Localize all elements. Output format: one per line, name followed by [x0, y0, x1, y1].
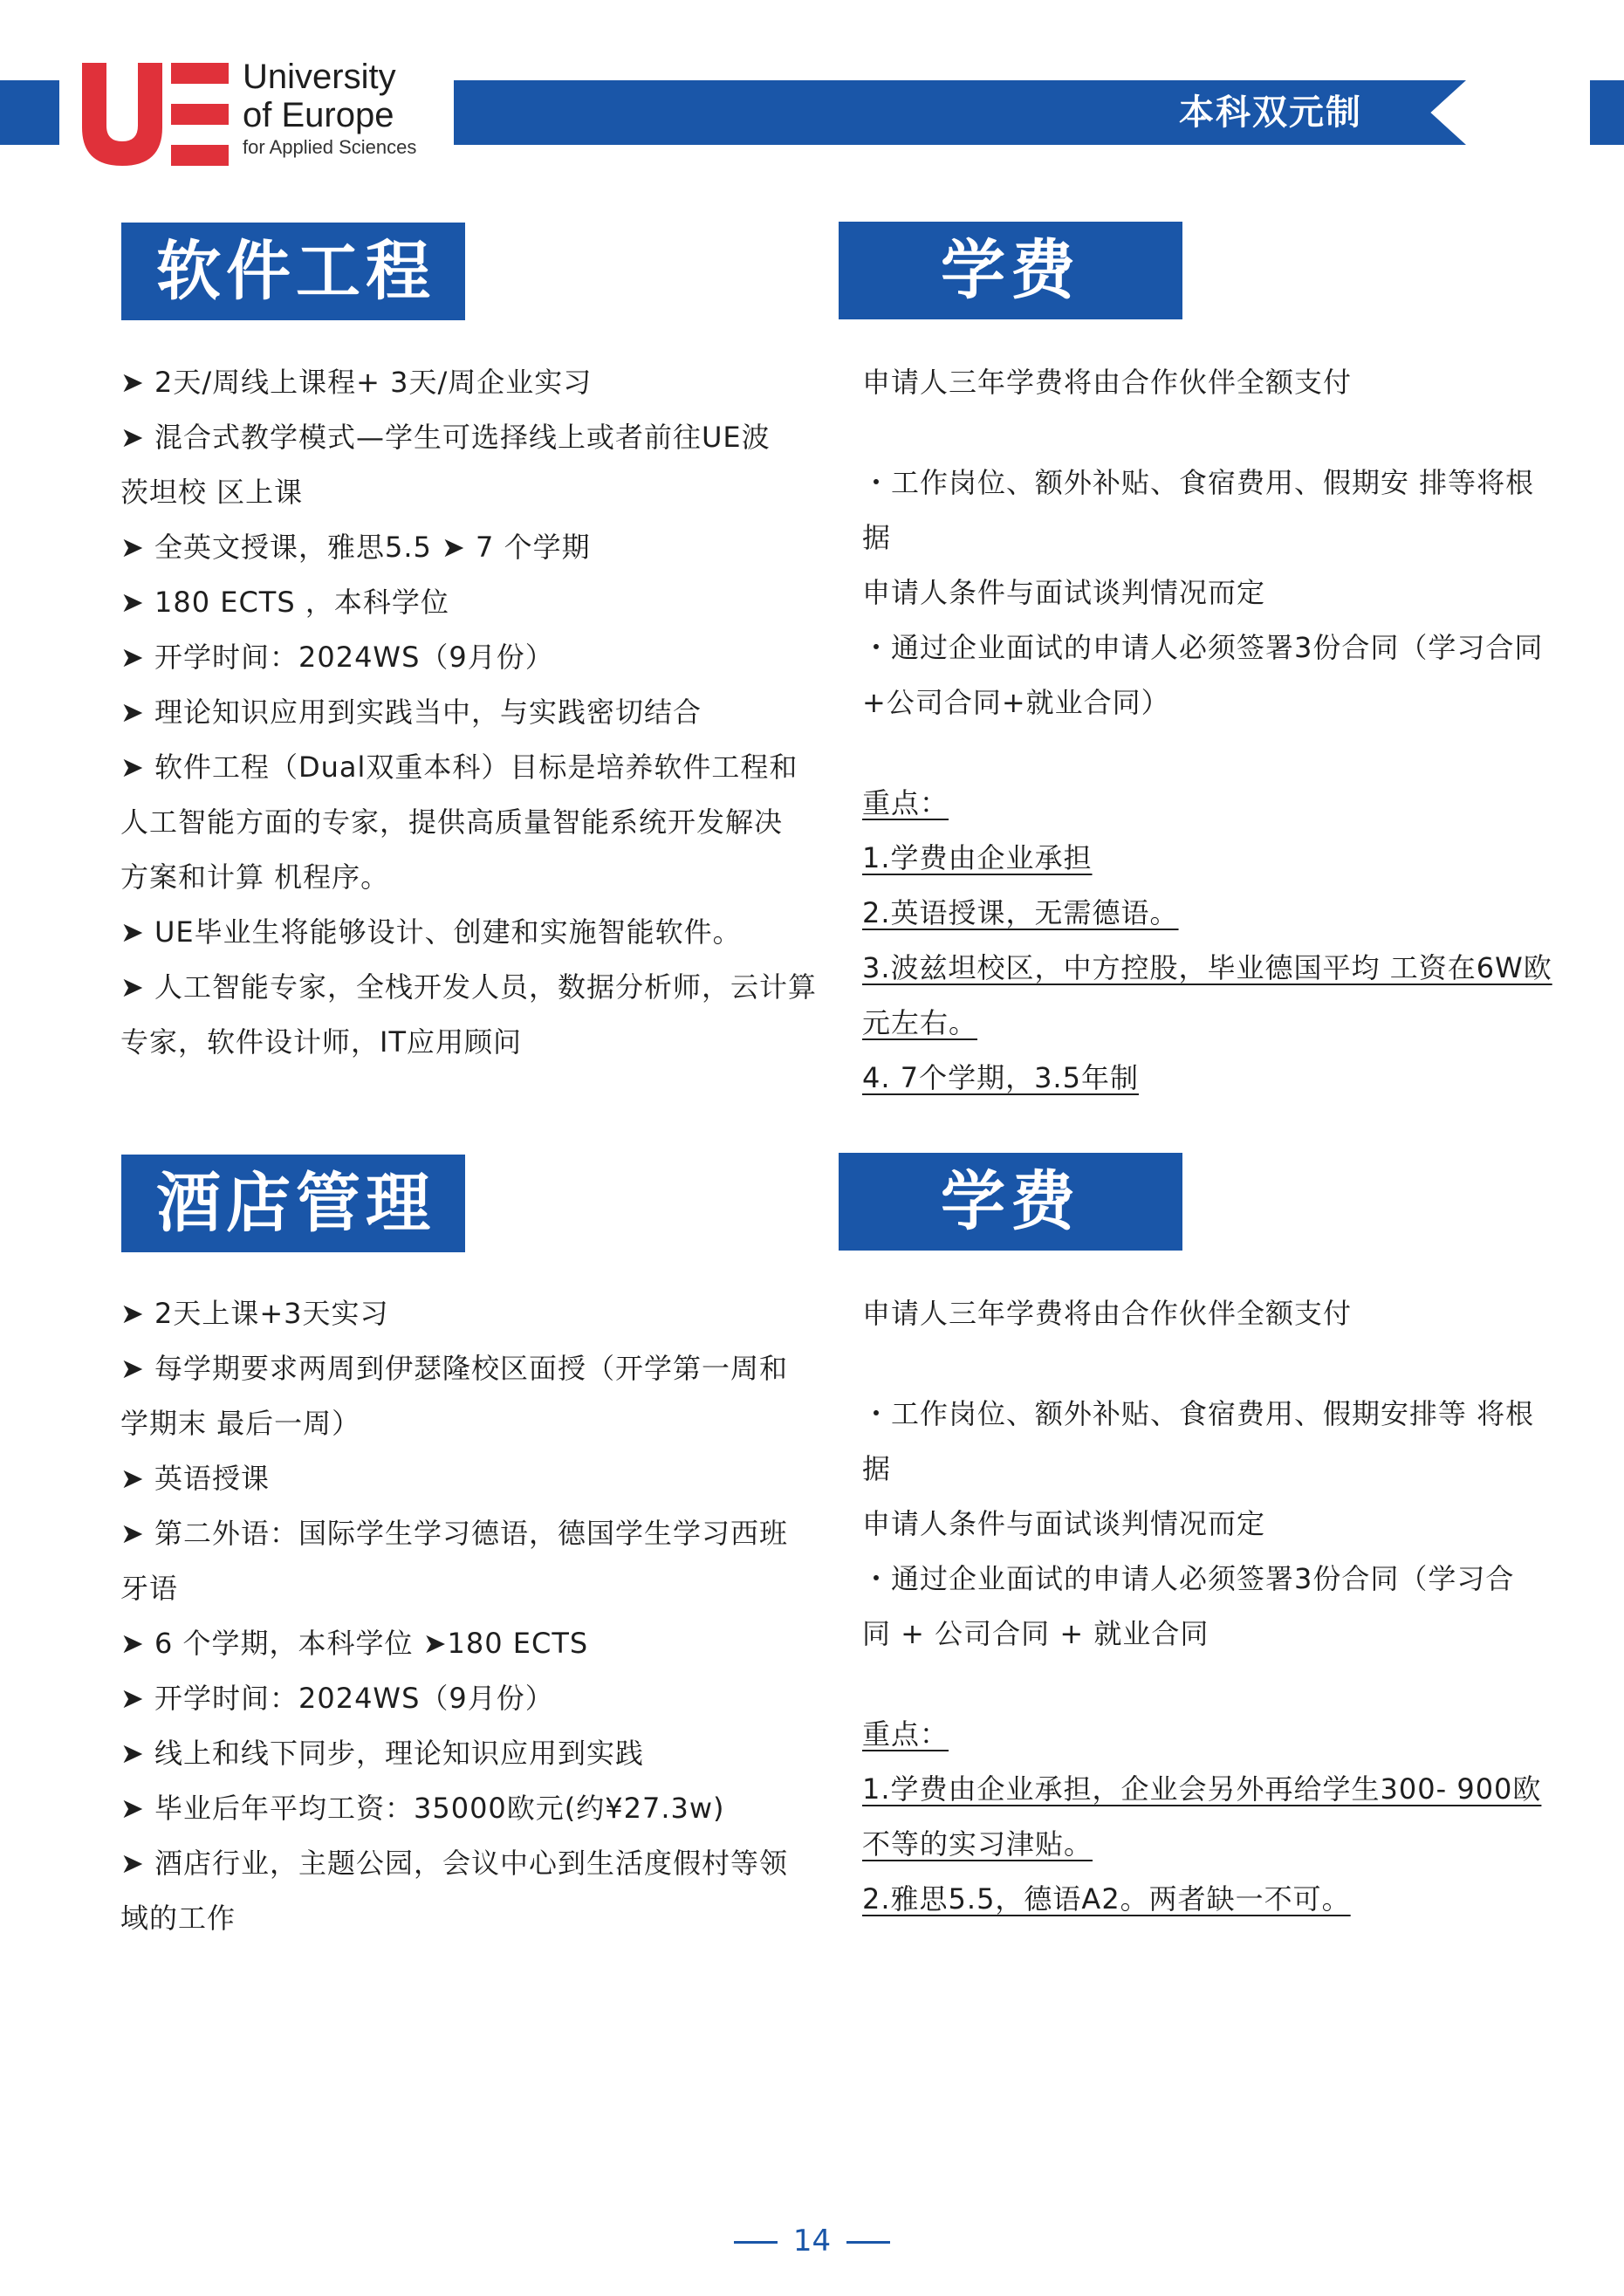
section2-right-list: [862, 1286, 1560, 1927]
list-item: ➤ 开学时间：2024WS（9月份）: [120, 1682, 554, 1715]
tuition-intro: 申请人三年学费将由合作伙伴全额支付: [862, 1297, 1353, 1330]
list-item: ➤ 人工智能专家，全栈开发人员，数据分析师，云计算: [120, 970, 817, 1004]
key-item: 元左右。: [862, 1006, 978, 1039]
header-band-left: [0, 80, 59, 145]
list-item: 学期末 最后一周）: [120, 1407, 361, 1440]
list-item: 牙语: [120, 1572, 179, 1605]
list-item: ➤ 2天/周线上课程+ 3天/周企业实习: [120, 366, 593, 399]
footer-dash-left: [734, 2241, 778, 2244]
section2-left-list: [120, 1286, 819, 1946]
list-item: ・工作岗位、额外补贴、食宿费用、假期安 排等将根据: [862, 466, 1535, 554]
list-item: ・工作岗位、额外补贴、食宿费用、假期安排等 将根据: [862, 1397, 1535, 1485]
list-item: ➤ UE毕业生将能够设计、创建和实施智能软件。: [120, 915, 742, 949]
section2-left-title: 酒店管理: [121, 1155, 465, 1252]
list-item: 专家，软件设计师，IT应用顾问: [120, 1025, 522, 1059]
list-item: +公司合同+就业合同）: [862, 686, 1170, 719]
key-item: 2.英语授课，无需德语。: [862, 896, 1179, 929]
list-item: 域的工作: [120, 1902, 236, 1935]
page-number: 14: [792, 2224, 832, 2258]
section1-left-title: 软件工程: [121, 223, 465, 320]
key-item: 3.波兹坦校区，中方控股，毕业德国平均 工资在6W欧: [862, 951, 1552, 984]
logo-line-1: University: [243, 58, 396, 96]
list-item: ➤ 理论知识应用到实践当中，与实践密切结合: [120, 696, 702, 729]
header-band-right: [1590, 80, 1624, 145]
list-item: ➤ 酒店行业，主题公园，会议中心到生活度假村等领: [120, 1847, 788, 1880]
list-item: ・通过企业面试的申请人必须签署3份合同（学习合: [862, 1562, 1515, 1595]
section1-left-list: [120, 355, 819, 1070]
list-item: ➤ 全英文授课，雅思5.5 ➤ 7 个学期: [120, 531, 591, 564]
section1-right-title: 学费: [839, 222, 1182, 319]
key-heading: 重点：: [862, 786, 949, 819]
list-item: 人工智能方面的专家，提供高质量智能系统开发解决: [120, 805, 784, 839]
list-item: ➤ 英语授课: [120, 1462, 270, 1495]
tuition-intro: 申请人三年学费将由合作伙伴全额支付: [862, 366, 1353, 399]
list-item: 茨坦校 区上课: [120, 476, 304, 509]
list-item: ➤ 2天上课+3天实习: [120, 1297, 389, 1330]
logo-line-2: of Europe: [243, 96, 394, 134]
list-item: ➤ 线上和线下同步，理论知识应用到实践: [120, 1737, 644, 1770]
key-item: 1.学费由企业承担: [862, 841, 1093, 874]
list-item: ➤ 开学时间：2024WS（9月份）: [120, 641, 554, 674]
page-footer: [0, 2224, 1624, 2258]
list-item: ➤ 6 个学期，本科学位 ➤180 ECTS: [120, 1627, 589, 1660]
key-item: 不等的实习津贴。: [862, 1827, 1093, 1861]
list-item: ➤ 毕业后年平均工资：35000欧元(约¥27.3w): [120, 1792, 725, 1825]
key-heading: 重点：: [862, 1717, 949, 1751]
logo-line-3: for Applied Sciences: [243, 136, 417, 158]
key-item: 1.学费由企业承担，企业会另外再给学生300- 900欧: [862, 1772, 1542, 1806]
logo-mark: [77, 63, 234, 166]
list-item: 方案和计算 机程序。: [120, 860, 390, 894]
list-item: ➤ 软件工程（Dual双重本科）目标是培养软件工程和: [120, 750, 798, 784]
list-item: ➤ 每学期要求两周到伊瑟隆校区面授（开学第一周和: [120, 1352, 788, 1385]
key-item: 4. 7个学期，3.5年制: [862, 1061, 1139, 1094]
list-item: 申请人条件与面试谈判情况而定: [862, 576, 1266, 609]
list-item: 同 + 公司合同 + 就业合同: [862, 1617, 1209, 1650]
section2-right-title: 学费: [839, 1153, 1182, 1251]
logo-text: [243, 58, 416, 161]
footer-dash-right: [846, 2241, 890, 2244]
list-item: ➤ 第二外语：国际学生学习德语，德国学生学习西班: [120, 1517, 788, 1550]
key-item: 2.雅思5.5，德语A2。两者缺一不可。: [862, 1882, 1351, 1916]
header-label: 本科双元制: [1179, 93, 1362, 133]
list-item: ・通过企业面试的申请人必须签署3份合同（学习合同: [862, 631, 1544, 664]
list-item: ➤ 180 ECTS ，本科学位: [120, 586, 449, 619]
list-item: 申请人条件与面试谈判情况而定: [862, 1507, 1266, 1540]
section1-right-list: [862, 355, 1560, 1106]
list-item: ➤ 混合式教学模式—学生可选择线上或者前往UE波: [120, 421, 771, 454]
